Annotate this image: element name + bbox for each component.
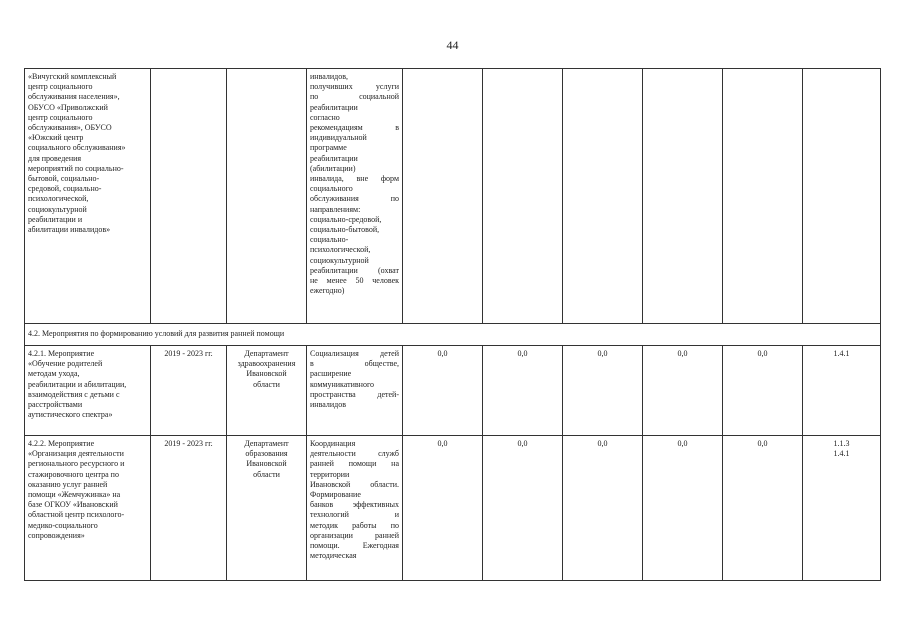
text-line: социально-бытовой, — [310, 225, 380, 235]
table-row-4-2-2 — [25, 436, 881, 581]
cell-value: 0,0 — [563, 346, 643, 436]
text-line: расширение — [310, 369, 352, 379]
text-line: реабилитации — [310, 153, 358, 163]
text-line: мероприятий по социально- — [28, 163, 124, 173]
text-line: социокультурной — [310, 255, 369, 265]
cell-indicator — [803, 69, 881, 324]
text-line: банков эффективных — [310, 500, 399, 510]
text-line: деятельности служб — [310, 449, 399, 459]
cell-activity — [25, 69, 151, 324]
text-line: бытовой, социально- — [28, 174, 100, 184]
cell-value: 0,0 — [483, 346, 563, 436]
text-line: взаимодействия с детьми с — [28, 389, 120, 399]
text-line: Ивановской области. — [310, 479, 399, 489]
text-line: территории — [310, 469, 350, 479]
text-line: базе ОГКОУ «Ивановский — [28, 500, 118, 510]
cell-value: 0,0 — [723, 436, 803, 581]
text-line: стажировочного центра по — [28, 469, 119, 479]
text-line: медико-социального — [28, 520, 98, 530]
text-line: сопровождения» — [28, 530, 85, 540]
cell-period: 2019 - 2023 гг. — [151, 436, 227, 581]
text-line: социального — [310, 184, 353, 194]
text-line: рекомендациям в — [310, 123, 399, 133]
text-line: социокультурной — [28, 204, 87, 214]
text-line: не менее 50 человек — [310, 276, 399, 286]
text-line: помощи. Ежегодная — [310, 541, 399, 551]
cell-value: 0,0 — [563, 436, 643, 581]
cell-value: 0,0 — [483, 436, 563, 581]
text-line: «Обучение родителей — [28, 359, 103, 369]
text-line: обслуживания», ОБУСО — [28, 123, 112, 133]
text-line: 1.4.1 — [833, 349, 850, 358]
text-line: получивших услуги — [310, 82, 399, 92]
text-line: 4.2.1. Мероприятие — [28, 349, 95, 358]
text-line: социально-средовой, — [310, 214, 382, 224]
text-line: для проведения — [28, 153, 82, 163]
text-line: «Организация деятельности — [28, 449, 124, 459]
text-line: направлениям: — [310, 204, 361, 214]
text-line: Департамент — [244, 349, 289, 358]
cell-indicator — [803, 436, 881, 581]
cell-executor — [227, 436, 307, 581]
cell-activity — [25, 436, 151, 581]
text-line: инвалидов — [310, 400, 346, 410]
text-line: социального обслуживания» — [28, 143, 126, 153]
text-line: (абилитации) — [310, 163, 356, 173]
text-line: Ивановской — [246, 459, 287, 469]
program-table — [24, 68, 881, 581]
text-line: Формирование — [310, 490, 361, 500]
text-line: образования — [245, 449, 288, 459]
cell-value: 0,0 — [403, 436, 483, 581]
text-line: реабилитации и — [28, 214, 83, 224]
text-line: помощи «Жемчужинка» на — [28, 490, 121, 500]
table-row-4-2-1 — [25, 346, 881, 436]
cell-value: 0,0 — [723, 346, 803, 436]
cell-result — [307, 346, 403, 436]
text-line: психологической, — [28, 194, 89, 204]
cell-result — [307, 436, 403, 581]
cell-value — [563, 69, 643, 324]
text-line: технологий и — [310, 510, 399, 520]
text-line: регионального ресурсного и — [28, 459, 125, 469]
cell-executor — [227, 69, 307, 324]
cell-value: 0,0 — [403, 346, 483, 436]
text-line: оказанию услуг ранней — [28, 479, 108, 489]
page-number: 44 — [446, 38, 459, 52]
text-line: программе — [310, 143, 347, 153]
text-line: обслуживания по — [310, 194, 399, 204]
text-line: психологической, — [310, 245, 371, 255]
text-line: ежегодно) — [310, 286, 345, 296]
text-line: пространства детей- — [310, 389, 399, 399]
cell-value: 0,0 — [643, 346, 723, 436]
text-line: Социализация детей — [310, 349, 399, 358]
cell-value — [723, 69, 803, 324]
text-line: в обществе, — [310, 359, 399, 369]
text-line: области — [253, 469, 280, 479]
text-line: «Южский центр — [28, 133, 84, 143]
text-line: средовой, социально- — [28, 184, 102, 194]
text-line: инвалидов, — [310, 72, 348, 81]
text-line: реабилитации — [310, 102, 358, 112]
text-line: индивидуальной — [310, 133, 367, 143]
text-line: социально- — [310, 235, 349, 245]
cell-value: 0,0 — [643, 436, 723, 581]
text-line: организации ранней — [310, 530, 399, 540]
cell-executor — [227, 346, 307, 436]
text-line: абилитации инвалидов» — [28, 225, 111, 235]
section-heading: 4.2. Мероприятия по формированию условий для развития ранней помощи — [25, 324, 881, 346]
text-line: «Вичугский комплексный — [28, 72, 117, 81]
text-line: обслуживания населения», — [28, 92, 120, 102]
table-row-section — [25, 324, 881, 346]
text-line: Департамент — [244, 439, 289, 448]
text-line: аутистического спектра» — [28, 410, 113, 420]
text-line: Ивановской — [246, 369, 287, 379]
text-line: 1.4.1 — [833, 449, 850, 459]
text-line: методам ухода, — [28, 369, 80, 379]
text-line: центр социального — [28, 112, 93, 122]
cell-indicator — [803, 346, 881, 436]
cell-value — [403, 69, 483, 324]
cell-activity — [25, 346, 151, 436]
text-line: 4.2.2. Мероприятие — [28, 439, 95, 448]
text-line: расстройствами — [28, 400, 83, 410]
text-line: коммуникативного — [310, 379, 375, 389]
text-line: методическая — [310, 551, 357, 561]
text-line: реабилитации и абилитации, — [28, 379, 127, 389]
cell-period: 2019 - 2023 гг. — [151, 346, 227, 436]
text-line: области — [253, 379, 280, 389]
cell-result — [307, 69, 403, 324]
cell-period — [151, 69, 227, 324]
text-line: методик работы по — [310, 520, 399, 530]
cell-value — [643, 69, 723, 324]
text-line: ранней помощи на — [310, 459, 399, 469]
cell-value — [483, 69, 563, 324]
text-line: областной центр психолого- — [28, 510, 125, 520]
text-line: ОБУСО «Приволжский — [28, 102, 108, 112]
text-line: реабилитации (охват — [310, 265, 399, 275]
text-line: согласно — [310, 112, 340, 122]
text-line: 1.1.3 — [833, 439, 850, 448]
text-line: здравоохранения — [237, 359, 296, 369]
text-line: центр социального — [28, 82, 93, 92]
text-line: инвалида, вне форм — [310, 174, 399, 184]
text-line: по социальной — [310, 92, 399, 102]
table-row-continuation — [25, 69, 881, 324]
text-line: Координация — [310, 439, 356, 448]
